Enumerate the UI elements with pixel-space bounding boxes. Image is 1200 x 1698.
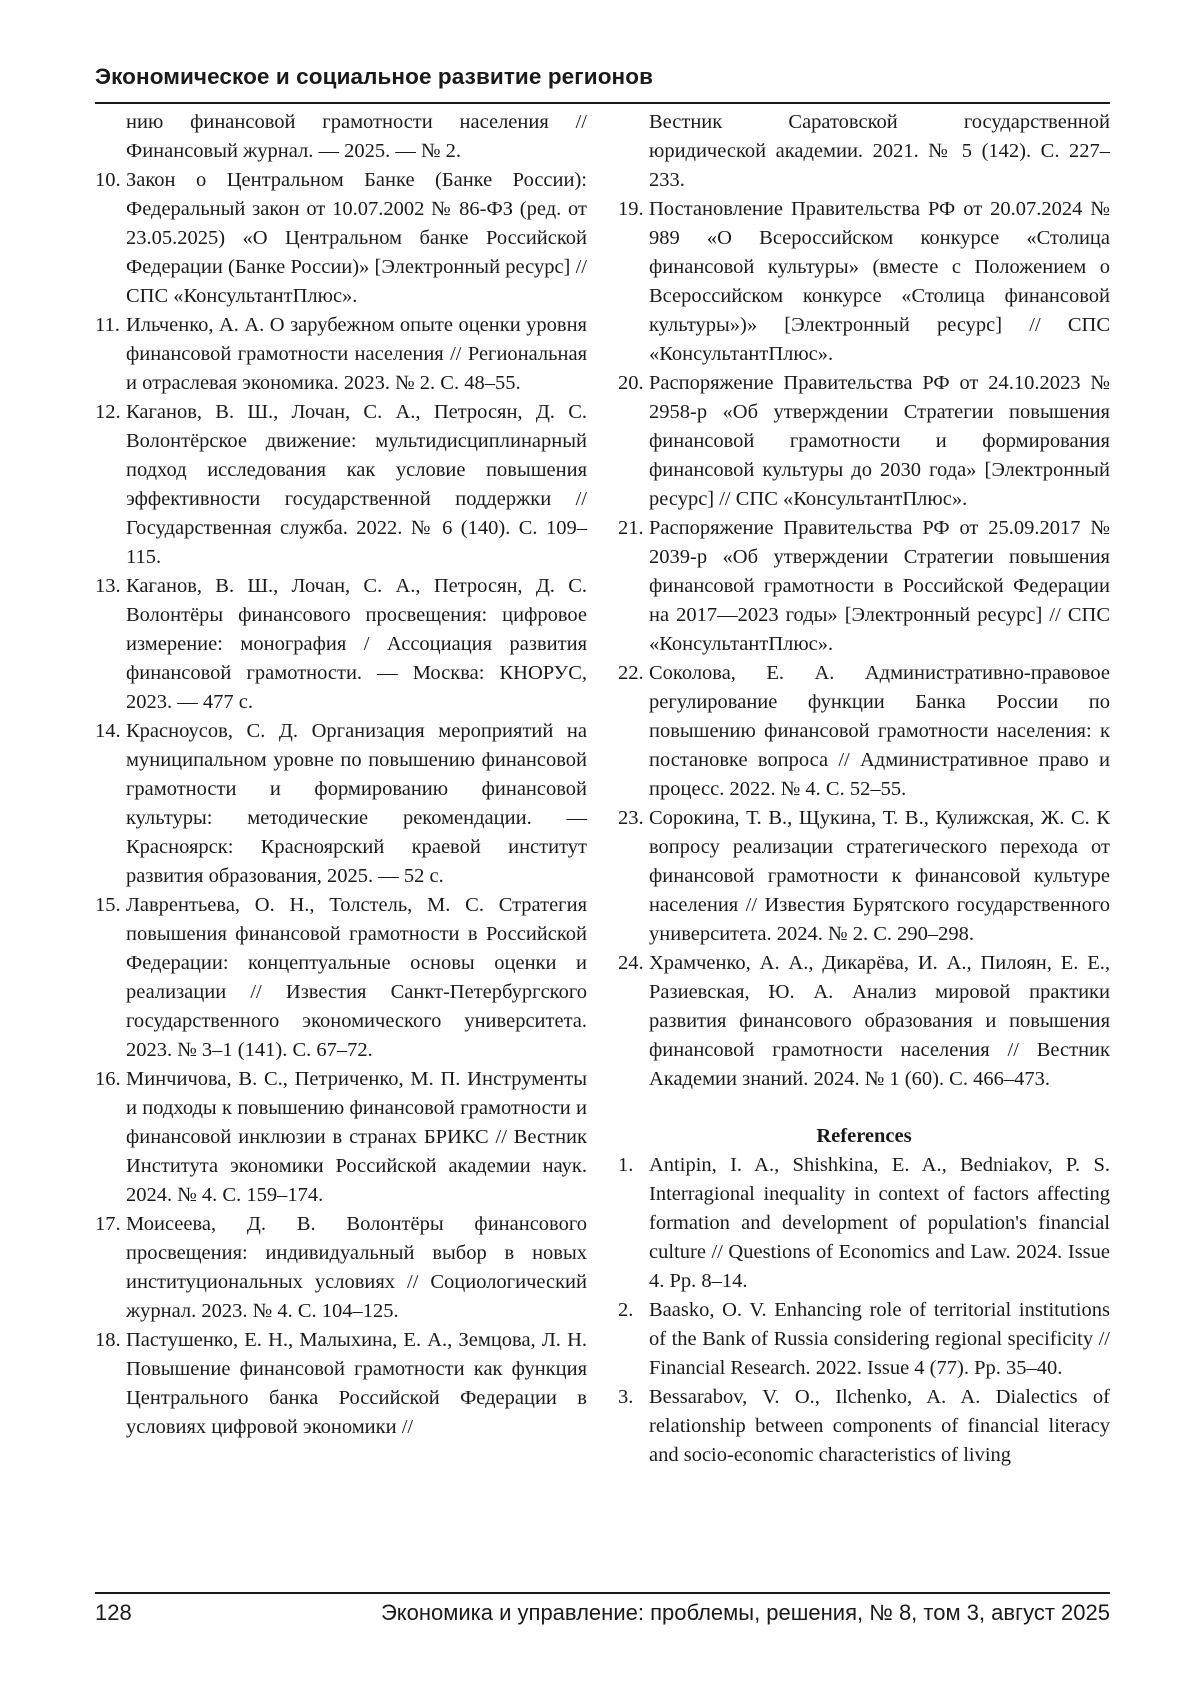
reference-entry <box>618 1296 1110 1383</box>
entry-text: Соколова, Е. А. Административно-правовое регулирование функции Банка России по повышению финансовой грамотности населения: к постановке вопроса // Административное право и процесс. 2022. № 4. С. 52–55. <box>649 662 1110 800</box>
header-rule <box>95 102 1110 104</box>
entry-text: Моисеева, Д. В. Волонтёры финансового просвещения: индивидуальный выбор в новых институциональных условиях // Социологический журнал. 2023. № 4. С. 104–125. <box>126 1213 587 1322</box>
reference-entry <box>618 949 1110 1094</box>
reference-entry <box>95 108 587 166</box>
entry-text: Пастушенко, Е. Н., Малыхина, Е. А., Земцова, Л. Н. Повышение финансовой грамотности как функция Центрального банка Российской Федерации в условиях цифровой экономики // <box>126 1329 587 1438</box>
entry-number: 16. <box>95 1068 121 1090</box>
entry-number: 14. <box>95 720 121 742</box>
reference-entry <box>618 804 1110 949</box>
reference-entry <box>95 398 587 572</box>
entry-text: Красноусов, С. Д. Организация мероприятий на муниципальном уровне по повышению финансовой грамотности и формированию финансовой культуры: методические рекомендации. — Красноярск: Красноярский краевой институт развития образования, 2025. — 52 с. <box>126 720 587 887</box>
entry-text: Bessarabov, V. O., Ilchenko, A. A. Dialectics of relationship between components of financial literacy and socio-economic characteristics of living <box>649 1386 1110 1466</box>
footer-rule <box>95 1592 1110 1594</box>
reference-entry <box>95 1065 587 1210</box>
entry-number: 13. <box>95 575 121 597</box>
entry-number: 18. <box>95 1329 121 1351</box>
references-heading: References <box>816 1125 912 1147</box>
reference-entry <box>618 1383 1110 1470</box>
reference-entry <box>95 891 587 1065</box>
entry-number: 24. <box>618 952 644 974</box>
reference-entry <box>95 311 587 398</box>
entry-number: 3. <box>618 1386 634 1408</box>
journal-title: Экономика и управление: проблемы, решения, № 8, том 3, август 2025 <box>380 1600 1110 1625</box>
entry-number: 10. <box>95 169 121 191</box>
right-column <box>618 108 1110 1470</box>
entry-text: Постановление Правительства РФ от 20.07.2024 № 989 «О Всероссийском конкурсе «Столица финансовой культуры» (вместе с Положением о Всероссийском конкурсе «Столица финансовой культуры»)» [Электронный ресурс] // СПС «КонсультантПлюс». <box>649 198 1110 365</box>
reference-entry <box>95 717 587 891</box>
entry-text: Минчичова, В. С., Петриченко, М. П. Инструменты и подходы к повышению финансовой грамотности и финансовой инклюзии в странах БРИКС // Вестник Института экономики Российской академии наук. 2024. № 4. С. 159–174. <box>126 1068 587 1206</box>
entry-text: Ильченко, А. А. О зарубежном опыте оценки уровня финансовой грамотности населения // Региональная и отраслевая экономика. 2023. № 2. С. 48–55. <box>126 314 587 394</box>
page-number: 128 <box>95 1600 132 1625</box>
entry-number: 22. <box>618 662 644 684</box>
entry-number: 15. <box>95 894 121 916</box>
entry-text: Baasko, O. V. Enhancing role of territorial institutions of the Bank of Russia considering regional specificity // Financial Research. 2022. Issue 4 (77). Pp. 35–40. <box>649 1299 1110 1379</box>
entry-text: Вестник Саратовской государственной юридической академии. 2021. № 5 (142). С. 227–233. <box>649 111 1110 191</box>
entry-number: 12. <box>95 401 121 423</box>
entry-text: Каганов, В. Ш., Лочан, С. А., Петросян, Д. С. Волонтёры финансового просвещения: цифровое измерение: монография / Ассоциация развития финансовой грамотности. — Москва: КНОРУС, 2023. — 477 с. <box>126 575 587 713</box>
reference-entry <box>618 369 1110 514</box>
entry-number: 2. <box>618 1299 634 1321</box>
running-header: Экономическое и социальное развитие регионов <box>95 64 654 89</box>
entry-text: нию финансовой грамотности населения // Финансовый журнал. — 2025. — № 2. <box>126 111 587 162</box>
entry-text: Распоряжение Правительства РФ от 25.09.2017 № 2039-р «Об утверждении Стратегии повышения финансовой грамотности в Российской Федерации на 2017—2023 годы» [Электронный ресурс] // СПС «КонсультантПлюс». <box>649 517 1110 655</box>
entry-text: Каганов, В. Ш., Лочан, С. А., Петросян, Д. С. Волонтёрское движение: мультидисциплинарный подход исследования как условие повышения эффективности государственной поддержки // Государственная служба. 2022. № 6 (140). С. 109–115. <box>126 401 587 568</box>
entry-number: 19. <box>618 198 644 220</box>
entry-number: 23. <box>618 807 644 829</box>
entry-text: Храмченко, А. А., Дикарёва, И. А., Пилоян, Е. Е., Разиевская, Ю. А. Анализ мировой практики развития финансового образования и повышения финансовой грамотности населения // Вестник Академии знаний. 2024. № 1 (60). С. 466–473. <box>649 952 1110 1090</box>
reference-entry <box>95 166 587 311</box>
left-column <box>95 108 587 1442</box>
entry-number: 20. <box>618 372 644 394</box>
entry-number: 21. <box>618 517 644 539</box>
reference-entry <box>95 1326 587 1442</box>
reference-entry <box>618 514 1110 659</box>
reference-entry <box>618 195 1110 369</box>
entry-text: Лаврентьева, О. Н., Толстель, М. С. Стратегия повышения финансовой грамотности в Российской Федерации: концептуальные основы оценки и реализации // Известия Санкт-Петербургского государственного экономического университета. 2023. № 3–1 (141). С. 67–72. <box>126 894 587 1061</box>
entry-number: 11. <box>95 314 120 336</box>
reference-entry <box>95 572 587 717</box>
reference-entry <box>95 1210 587 1326</box>
reference-entry <box>618 1151 1110 1296</box>
reference-entry <box>618 659 1110 804</box>
entry-number: 1. <box>618 1154 634 1176</box>
reference-entry <box>618 108 1110 195</box>
entry-text: Сорокина, Т. В., Щукина, Т. В., Кулижская, Ж. С. К вопросу реализации стратегического перехода от финансовой грамотности к финансовой культуре населения // Известия Бурятского государственного университета. 2024. № 2. С. 290–298. <box>649 807 1110 945</box>
entry-text: Распоряжение Правительства РФ от 24.10.2023 № 2958-р «Об утверждении Стратегии повышения финансовой грамотности и формирования финансовой культуры до 2030 года» [Электронный ресурс] // СПС «КонсультантПлюс». <box>649 372 1110 510</box>
entry-number: 17. <box>95 1213 121 1235</box>
entry-text: Закон о Центральном Банке (Банке России): Федеральный закон от 10.07.2002 № 86-ФЗ (ред. от 23.05.2025) «О Центральном банке Российской Федерации (Банке России)» [Электронный ресурс] // СПС «КонсультантПлюс». <box>126 169 587 307</box>
entry-text: Antipin, I. A., Shishkina, E. A., Bedniakov, P. S. Interragional inequality in context of factors affecting formation and development of population's financial culture // Questions of Economics and Law. 2024. Issue 4. Pp. 8–14. <box>649 1154 1110 1292</box>
